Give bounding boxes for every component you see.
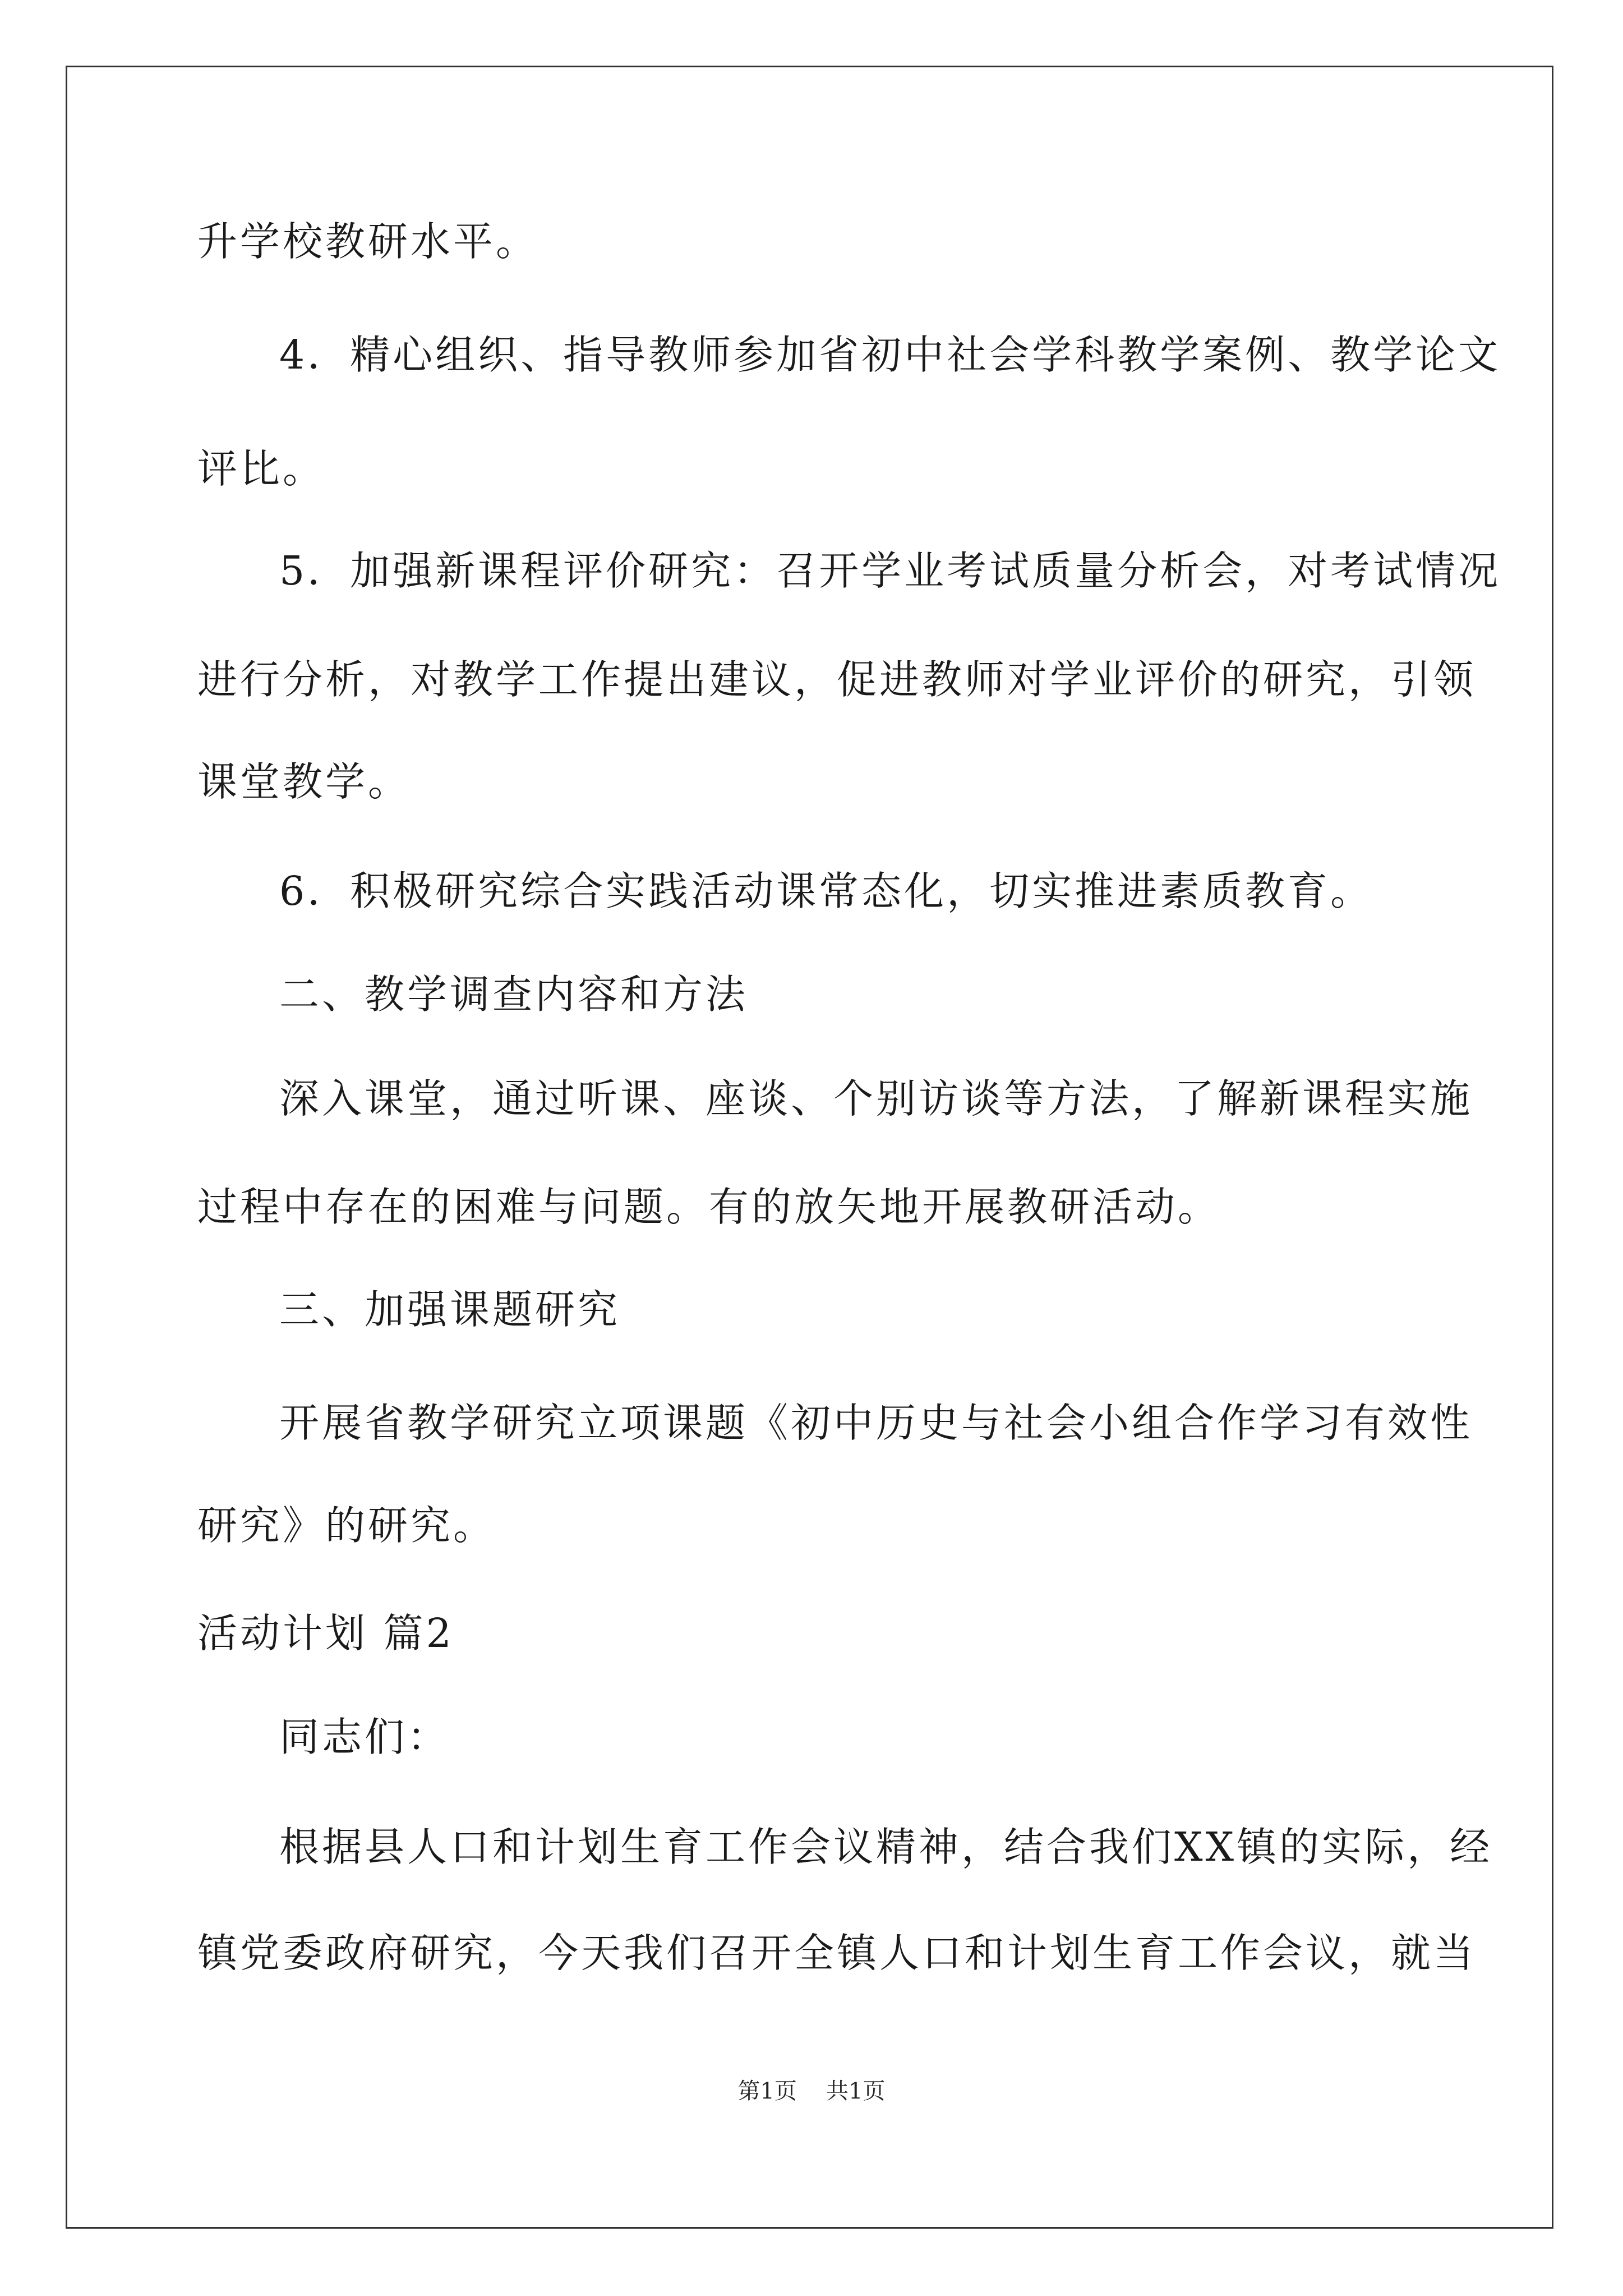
text-line: 课堂教学。 <box>197 758 411 805</box>
section-heading: 活动计划 篇2 <box>197 1610 454 1657</box>
text-line: 根据县人口和计划生育工作会议精神，结合我们XX镇的实际，经 <box>279 1824 1493 1870</box>
page-footer <box>0 2074 1623 2108</box>
page-border <box>66 66 1553 2229</box>
text-line: 评比。 <box>197 445 326 492</box>
text-line: 二、教学调查内容和方法 <box>279 971 749 1018</box>
text-line: 研究》的研究。 <box>197 1502 496 1549</box>
text-line: 深入课堂，通过听课、座谈、个别访谈等方法，了解新课程实施 <box>279 1075 1473 1122</box>
page-number-total: 共1页 <box>826 2078 886 2104</box>
text-line: 开展省教学研究立项课题《初中历史与社会小组合作学习有效性 <box>279 1400 1473 1446</box>
page-number-current: 第1页 <box>737 2078 797 2104</box>
text-line: 4．精心组织、指导教师参加省初中社会学科教学案例、教学论文 <box>279 332 1501 378</box>
text-line: 进行分析，对教学工作提出建议，促进教师对学业评价的研究，引领 <box>197 656 1477 703</box>
text-line: 镇党委政府研究，今天我们召开全镇人口和计划生育工作会议，就当 <box>197 1930 1477 1976</box>
text-line: 升学校教研水平。 <box>197 218 539 265</box>
text-line: 同志们： <box>279 1714 450 1760</box>
text-line: 5．加强新课程评价研究：召开学业考试质量分析会，对考试情况 <box>279 547 1501 594</box>
text-line: 6．积极研究综合实践活动课常态化，切实推进素质教育。 <box>279 868 1373 914</box>
text-line: 过程中存在的困难与问题。有的放矢地开展教研活动。 <box>197 1184 1221 1230</box>
text-line: 三、加强课题研究 <box>279 1286 621 1333</box>
